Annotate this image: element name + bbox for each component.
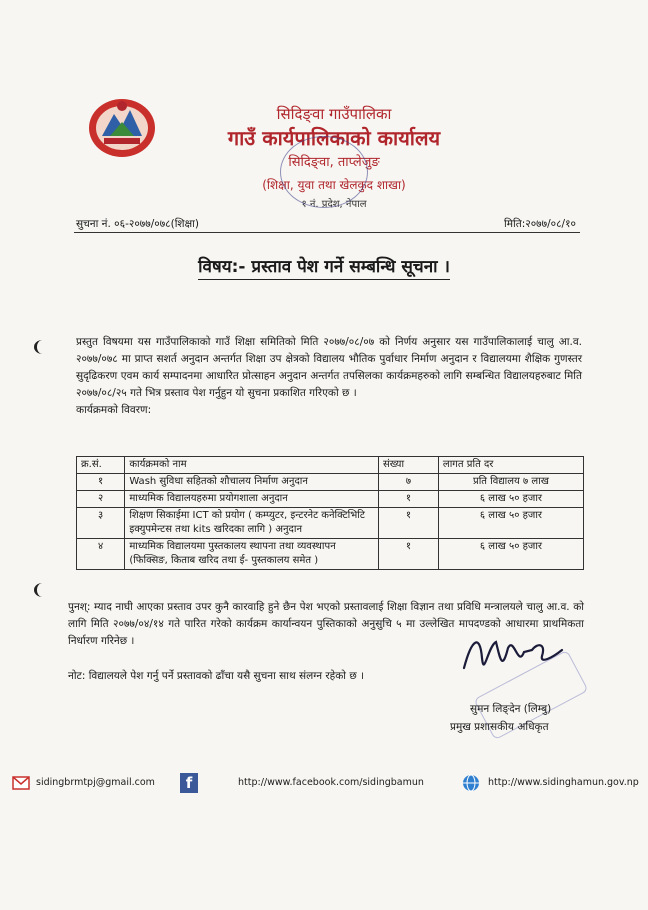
contact-footer <box>0 770 648 800</box>
reference-number: सुचना नं. ०६-२०७७/०७८(शिक्षा) <box>76 218 199 230</box>
row-qty: १ <box>379 508 439 539</box>
letterhead-province: १ नं. प्रदेश, नेपाल <box>301 199 367 210</box>
program-table <box>76 456 584 570</box>
table-row <box>77 474 584 491</box>
header-divider <box>74 232 580 233</box>
table-row <box>77 539 584 570</box>
letterhead-address: सिदिङ्वा, ताप्लेजुङ <box>288 155 380 170</box>
notice-date: मिति:२०७७/०८/१० <box>504 218 576 230</box>
row-name: माध्यमिक विद्यालयमा पुस्तकालय स्थापना तथा व्यवस्थापन (फिक्सिङ, किताब खरिद तथा ई- पुस्तकालय समेत ) <box>125 539 379 570</box>
subject-heading <box>0 254 648 277</box>
table-row <box>77 491 584 508</box>
office-stamp <box>280 136 368 208</box>
column-header-rate: लागत प्रति दर <box>438 457 583 474</box>
table-header-row <box>77 457 584 474</box>
row-name: माध्यमिक विद्यालयहरुमा प्रयोगशाला अनुदान <box>125 491 379 508</box>
column-header-sn: क्र.सं. <box>77 457 125 474</box>
email-link[interactable]: sidingbrmtpj@gmail.com <box>36 777 155 788</box>
row-rate: प्रति विद्यालय ७ लाख <box>438 474 583 491</box>
row-qty: १ <box>379 539 439 570</box>
letterhead-office: गाउँ कार्यपालिकाको कार्यालय <box>227 126 441 150</box>
row-sn: २ <box>77 491 125 508</box>
program-label: कार्यक्रमको विवरण: <box>76 404 152 416</box>
row-qty: ७ <box>379 474 439 491</box>
binder-hole-mark <box>34 583 51 597</box>
signatory-title: प्रमुख प्रशासकीय अधिकृत <box>450 721 549 733</box>
body-paragraph: प्रस्तुत विषयमा यस गाउँपालिकाको गाउँ शिक्षा समितिको मिति २०७७/०८/०७ को निर्णय अनुसार यस गाउँपालिकालाई चालु आ.व. २०७७/०७८ मा प्राप्त सशर्त अनुदान अन्तर्गत शिक्षा उप क्षेत्रको विद्यालय भौतिक पुर्वाधार निर्माण अनुदान र विद्यालयमा शैक्षिक गुणस्तर सुदृढिकरण एवम कार्य सम्पादनमा आधारित प्रोत्साहन अनुदान अन्तर्गत तपसिलका कार्यक्रमहरुको लागि सम्बन्धित विद्यालयहरुबाट मिति २०७७/०८/२५ गते भित्र प्रस्ताव पेश गर्नुहुन यो सुचना प्रकाशित गरिएको छ । <box>76 336 582 399</box>
row-sn: १ <box>77 474 125 491</box>
row-rate: ६ लाख ५० हजार <box>438 508 583 539</box>
letterhead-section: (शिक्षा, युवा तथा खेलकुद शाखा) <box>262 178 406 192</box>
row-qty: १ <box>379 491 439 508</box>
column-header-name: कार्यक्रमको नाम <box>125 457 379 474</box>
postscript-paragraph: पुनश्: म्याद नाघी आएका प्रस्ताव उपर कुनै कारवाहि हुने छैन पेश भएको प्रस्तावलाई शिक्षा विज्ञान तथा प्रविधि मन्त्रालयले चालु आ.व. को लागि मिति २०७७/०४/१४ गते पारित गरेको कार्यक्रम कार्यान्वयन पुस्तिकाको अनुसुचि ५ मा उल्लेखित मापदण्डको आधारमा प्राथमिकता निर्धारण गरिनेछ । <box>68 601 584 647</box>
row-rate: ६ लाख ५० हजार <box>438 491 583 508</box>
row-sn: ३ <box>77 508 125 539</box>
globe-icon <box>462 774 480 792</box>
website-link[interactable]: http://www.sidinghamun.gov.np <box>488 777 639 788</box>
row-name: शिक्षण सिकाईमा ICT को प्रयोग ( कम्प्युटर, इन्टरनेट कनेक्टिभिटि इक्युपमेन्टस तथा kits खरिदका लागि ) अनुदान <box>125 508 379 539</box>
signatory-name: सुमन लिङ्देन (लिम्बु) <box>470 703 552 715</box>
facebook-icon: f <box>180 773 198 793</box>
mail-icon <box>12 775 30 791</box>
facebook-link[interactable]: http://www.facebook.com/sidingbamun <box>238 777 424 788</box>
subject-text: विषय:- प्रस्ताव पेश गर्ने सम्बन्धि सूचना । <box>198 257 450 280</box>
column-header-qty: संख्या <box>379 457 439 474</box>
row-rate: ६ लाख ५० हजार <box>438 539 583 570</box>
letterhead-municipality: सिदिङ्वा गाउँपालिका <box>276 105 392 123</box>
table-row <box>77 508 584 539</box>
binder-hole-mark <box>34 340 51 354</box>
row-name: Wash सुविधा सहितको शौचालय निर्माण अनुदान <box>125 474 379 491</box>
row-sn: ४ <box>77 539 125 570</box>
attachment-note: नोट: विद्यालयले पेश गर्नु पर्ने प्रस्तावको ढाँचा यसै सुचना साथ संलग्न रहेको छ । <box>68 670 365 682</box>
